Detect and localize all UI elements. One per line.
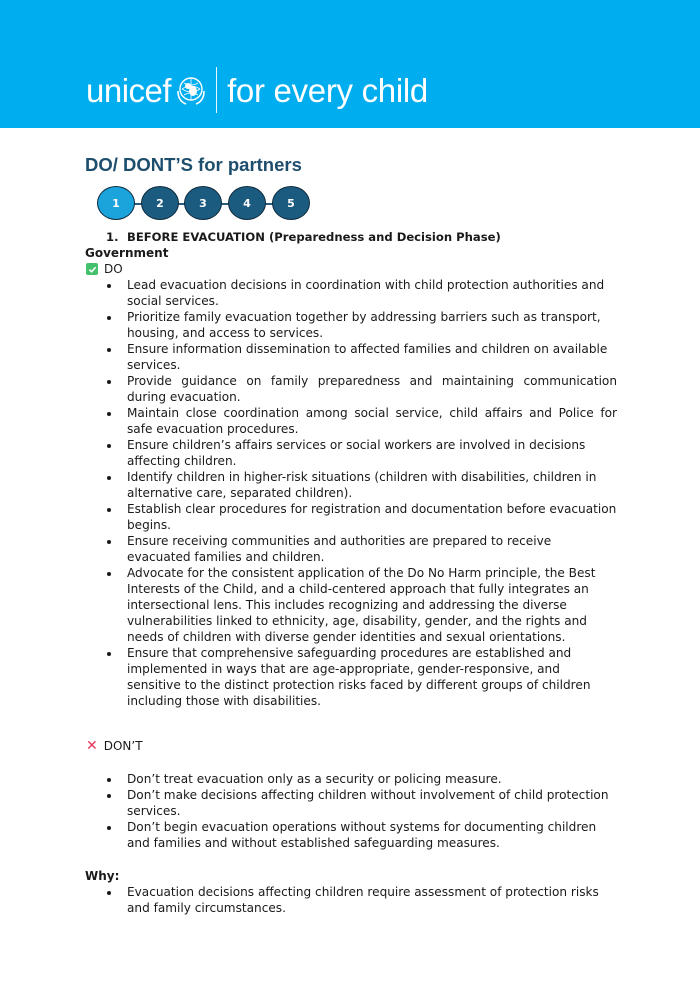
why-list [85, 884, 617, 916]
step-5-button[interactable]: 5 [272, 186, 310, 220]
list-item: Advocate for the consistent application of the Do No Harm principle, the Best Interests of the Child, and a child-centered approach that fully integrates an intersectional lens. This includes recognizing and addressing the diverse vulnerabilities linked to ethnicity, age, disability, gender, and the rights and needs of children with diverse gender identities and sexual orientations. [85, 565, 617, 645]
list-item: Provide guidance on family preparedness and maintaining communication during evacuation. [85, 373, 617, 405]
list-item: Maintain close coordination among social service, child affairs and Police for safe evacuation procedures. [85, 405, 617, 437]
brand-wordmark: unicef [86, 71, 172, 109]
list-item: Don’t treat evacuation only as a security or policing measure. [85, 771, 617, 787]
unicef-emblem-icon [174, 73, 208, 107]
list-item: Prioritize family evacuation together by addressing barriers such as transport, housing, and access to services. [85, 309, 617, 341]
step-1-button[interactable]: 1 [97, 186, 135, 220]
step-3-button[interactable]: 3 [184, 186, 222, 220]
list-item: Identify children in higher-risk situations (children with disabilities, children in alternative care, separated children). [85, 469, 617, 501]
section-title: BEFORE EVACUATION (Preparedness and Decision Phase) [127, 230, 501, 244]
step-4-button[interactable]: 4 [228, 186, 266, 220]
brand-tagline: for every child [227, 71, 428, 109]
list-item: Don’t begin evacuation operations without systems for documenting children and families and without established safeguarding measures. [85, 819, 617, 851]
page-title: DO/ DONT’S for partners [85, 154, 302, 175]
list-item: Ensure that comprehensive safeguarding procedures are established and implemented in ways that are age-appropriate, gender-responsive, and sensitive to the distinct protection risks faced by different groups of children including those with disabilities. [85, 645, 617, 709]
section-heading [85, 229, 617, 245]
list-item: Establish clear procedures for registration and documentation before evacuation begins. [85, 501, 617, 533]
dont-label-row [85, 738, 617, 754]
list-item: Don’t make decisions affecting children without involvement of child protection services. [85, 787, 617, 819]
logo-divider [216, 67, 217, 113]
dont-label: DON’T [103, 739, 143, 753]
list-item: Ensure receiving communities and authorities are prepared to receive evacuated families and children. [85, 533, 617, 565]
dont-list [85, 771, 617, 851]
group-label: Government [85, 246, 169, 260]
check-box-icon [86, 263, 98, 275]
step-2-button[interactable]: 2 [141, 186, 179, 220]
list-item: Ensure information dissemination to affected families and children on available services. [85, 341, 617, 373]
why-label: Why: [85, 869, 120, 883]
phase-stepper [97, 186, 317, 222]
section-number: 1. [106, 230, 119, 244]
do-label-row [85, 261, 617, 277]
unicef-logo [86, 67, 428, 113]
header-banner [0, 0, 700, 128]
list-item: Ensure children’s affairs services or social workers are involved in decisions affecting children. [85, 437, 617, 469]
list-item: Evacuation decisions affecting children require assessment of protection risks and family circumstances. [85, 884, 617, 916]
document-body [85, 229, 617, 916]
do-list [85, 277, 617, 709]
do-label: DO [104, 262, 123, 276]
list-item: Lead evacuation decisions in coordination with child protection authorities and social services. [85, 277, 617, 309]
cross-mark-icon: ✕ [86, 738, 98, 754]
